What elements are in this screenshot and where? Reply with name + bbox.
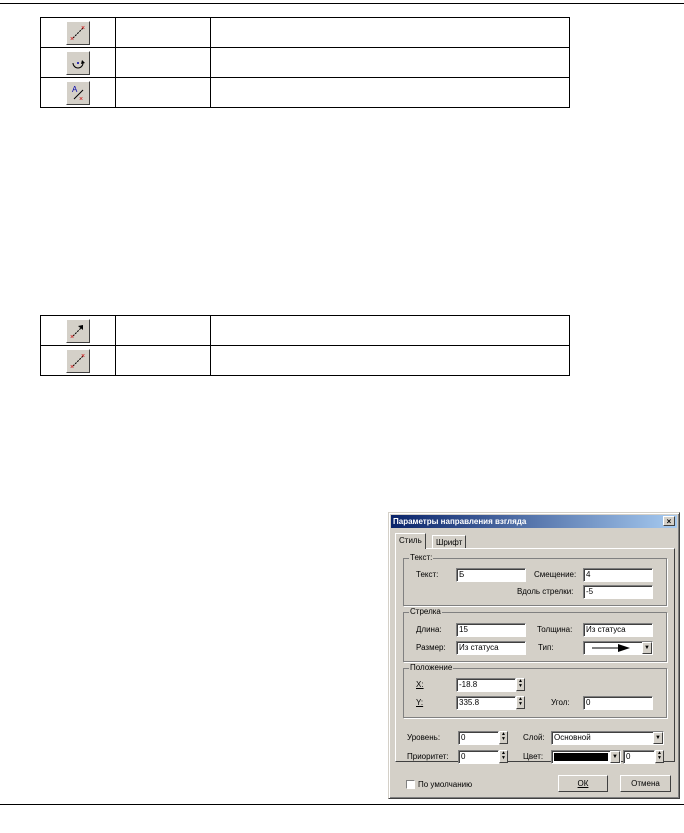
x-spinner[interactable]: ▲ ▼ <box>516 678 525 691</box>
priority-spinner[interactable]: ▲ ▼ <box>499 750 508 763</box>
color-number-spinner[interactable]: ▲ ▼ <box>655 750 664 763</box>
color-number-field[interactable]: 0 <box>623 750 655 764</box>
top-rule <box>0 3 684 4</box>
angle-field[interactable]: 0 <box>583 696 653 710</box>
y-label: Y: <box>416 698 424 707</box>
table-row <box>41 78 570 108</box>
bottom-rule <box>0 804 684 805</box>
text-group <box>403 553 667 606</box>
default-checkbox-label: По умолчанию <box>418 780 473 789</box>
chevron-down-icon[interactable]: ▼ <box>653 732 663 744</box>
along-arrow-label: Вдоль стрелки: <box>517 587 574 596</box>
svg-text:×: × <box>70 363 75 371</box>
table-row <box>41 18 570 48</box>
cancel-button[interactable]: Отмена <box>620 775 671 792</box>
chevron-down-icon[interactable]: ▼ <box>610 751 620 763</box>
position-group-label: Положение <box>410 663 453 672</box>
table-cell <box>116 18 211 48</box>
text-label: Текст: <box>416 570 439 579</box>
length-field[interactable]: 15 <box>456 623 526 637</box>
table-cell <box>116 78 211 108</box>
layer-value: Основной <box>554 733 591 742</box>
view-direction-dialog <box>388 512 680 799</box>
svg-text:×: × <box>81 24 86 32</box>
position-group <box>403 663 667 718</box>
angle-label: Угол: <box>551 698 570 707</box>
arrow-type-preview-icon <box>590 643 640 653</box>
table-cell <box>211 78 570 108</box>
type-label: Тип: <box>538 643 554 652</box>
layer-label: Слой: <box>523 733 545 742</box>
line-cross-icon[interactable] <box>66 21 90 45</box>
y-spinner[interactable]: ▲ ▼ <box>516 696 525 709</box>
color-label: Цвет: <box>523 752 544 761</box>
svg-text:×: × <box>81 352 86 360</box>
svg-text:×: × <box>70 333 75 341</box>
default-checkbox[interactable] <box>406 780 415 789</box>
level-field[interactable]: 0 <box>458 731 499 745</box>
chevron-down-icon[interactable]: ▼ <box>642 642 652 654</box>
table-cell <box>211 18 570 48</box>
svg-text:×: × <box>70 35 75 43</box>
text-group-label: Текст: <box>410 553 433 562</box>
thickness-field[interactable]: Из статуса <box>583 623 653 637</box>
arrow-diagonal-icon[interactable] <box>66 319 90 343</box>
table-cell <box>211 316 570 346</box>
table-cell <box>116 346 211 376</box>
svg-text:A: A <box>72 84 78 94</box>
color-swatch <box>554 753 608 761</box>
thickness-label: Толщина: <box>537 625 573 634</box>
tab-style-label: Стиль <box>399 536 422 545</box>
tab-font[interactable] <box>432 535 466 548</box>
table-row <box>41 48 570 78</box>
ok-button[interactable] <box>558 775 608 792</box>
level-spinner[interactable]: ▲ ▼ <box>499 731 508 744</box>
svg-text:×: × <box>79 95 84 103</box>
table-cell <box>211 346 570 376</box>
dialog-titlebar[interactable] <box>391 515 677 528</box>
size-field[interactable]: Из статуса <box>456 641 526 655</box>
table-cell <box>116 48 211 78</box>
along-arrow-field[interactable]: -5 <box>583 585 653 599</box>
level-label: Уровень: <box>407 733 441 742</box>
arrow-group-label: Стрелка <box>410 607 441 616</box>
toolbar-table-1 <box>40 17 570 108</box>
priority-field[interactable]: 0 <box>458 750 499 764</box>
color-select[interactable] <box>551 750 621 764</box>
table-cell <box>116 316 211 346</box>
layer-select[interactable] <box>551 731 664 745</box>
table-cell <box>211 48 570 78</box>
arrow-type-select[interactable] <box>583 641 653 655</box>
arc-arrow-icon[interactable] <box>66 51 90 75</box>
letter-arrow-icon[interactable] <box>66 81 90 105</box>
table-row <box>41 316 570 346</box>
close-button[interactable]: × <box>663 516 675 526</box>
y-field[interactable]: 335.8 <box>456 696 516 710</box>
tab-font-label: Шрифт <box>436 538 463 547</box>
x-label: X: <box>416 680 424 689</box>
text-field[interactable]: Б <box>456 568 526 582</box>
tab-panel <box>395 548 675 762</box>
x-field[interactable]: -18.8 <box>456 678 516 692</box>
table-row <box>41 346 570 376</box>
toolbar-table-2 <box>40 315 570 376</box>
length-label: Длина: <box>416 625 442 634</box>
offset-label: Смещение: <box>534 570 577 579</box>
line-cross-icon[interactable] <box>66 349 90 373</box>
ok-button-label: ОК <box>577 779 589 788</box>
dialog-title: Параметры направления взгляда <box>393 517 527 526</box>
size-label: Размер: <box>416 643 446 652</box>
tab-style[interactable] <box>395 533 426 549</box>
offset-field[interactable]: 4 <box>583 568 653 582</box>
priority-label: Приоритет: <box>407 752 449 761</box>
arrow-group <box>403 607 667 662</box>
